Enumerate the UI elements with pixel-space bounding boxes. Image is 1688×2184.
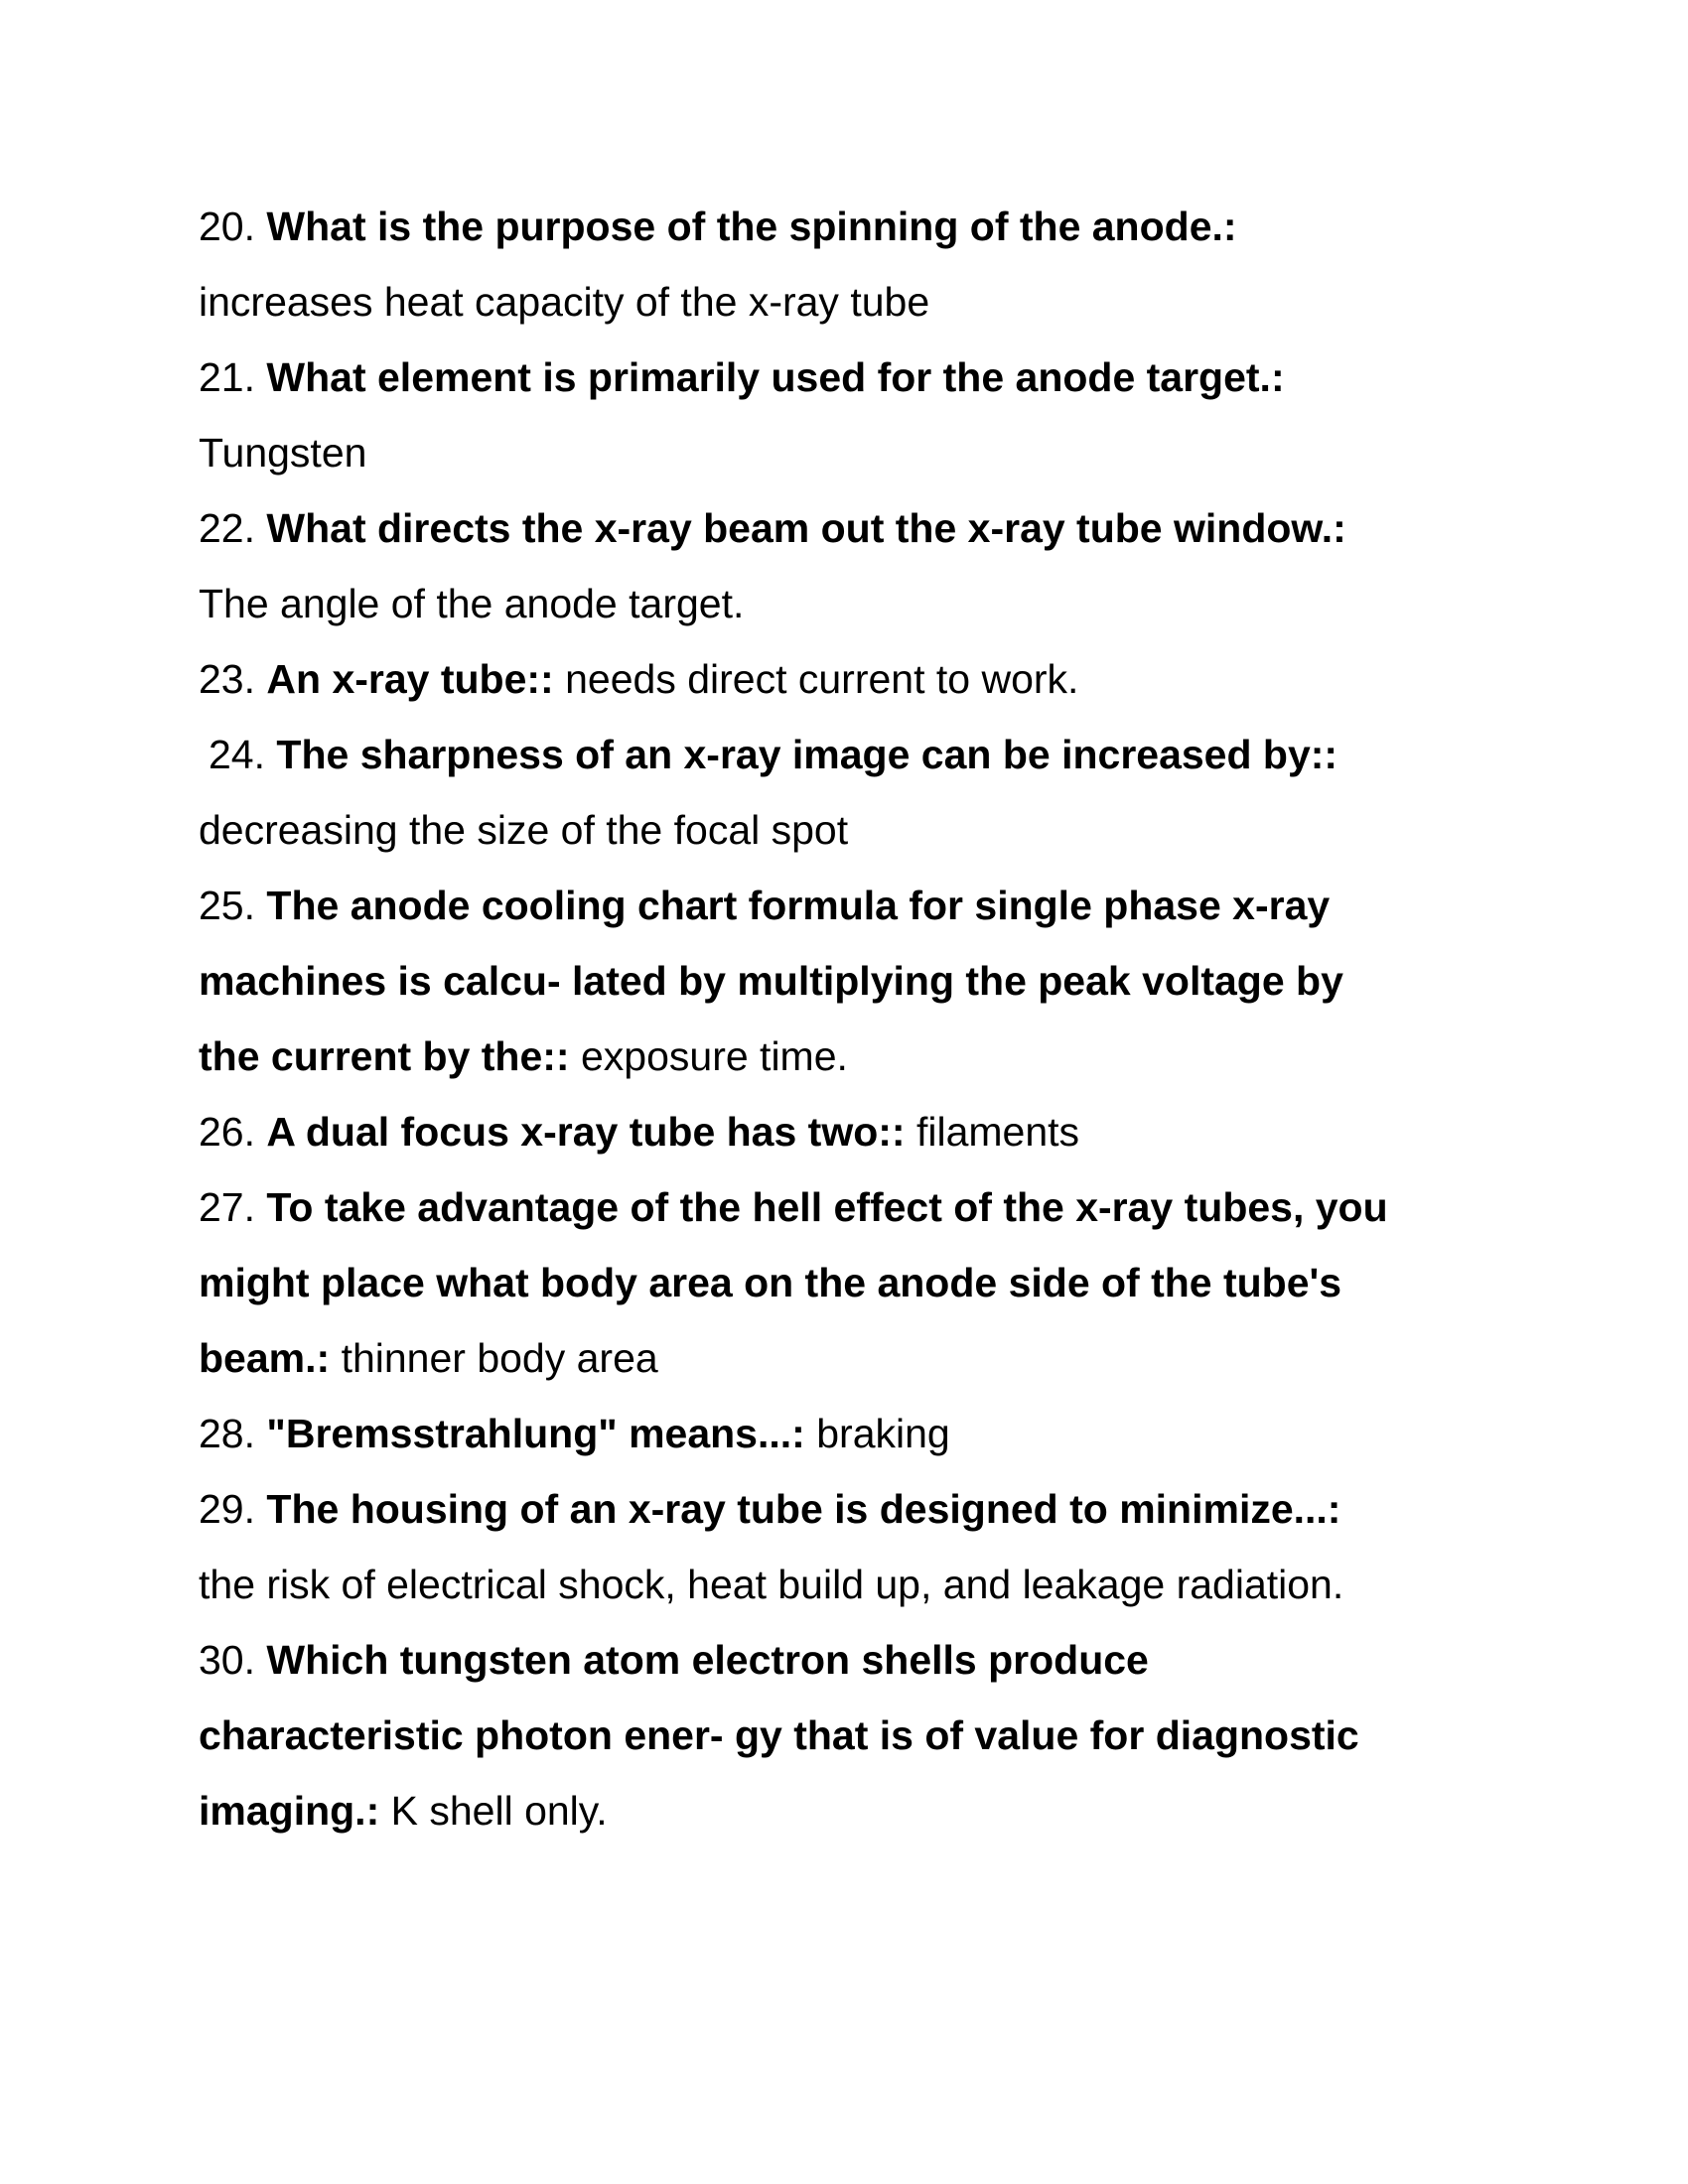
question-text: might place what body area on the anode side of the tube's	[199, 1260, 1342, 1305]
question-text: machines is calcu- lated by multiplying the peak voltage by	[199, 958, 1343, 1004]
question-line	[199, 490, 1509, 566]
answer-text: thinner body area	[341, 1335, 658, 1381]
question-line	[199, 1169, 1509, 1245]
item-number: 22.	[199, 505, 255, 551]
answer-text: Tungsten	[199, 430, 367, 476]
question-line	[199, 1698, 1509, 1773]
question-text: characteristic photon ener- gy that is of value for diagnostic	[199, 1712, 1359, 1758]
item-number: 20.	[199, 204, 255, 249]
question-line	[199, 717, 1509, 792]
qa-line	[199, 1094, 1509, 1169]
question-text: Which tungsten atom electron shells produce	[266, 1637, 1149, 1683]
question-line	[199, 943, 1509, 1019]
item-number: 30.	[199, 1637, 255, 1683]
question-text: A dual focus x-ray tube has two::	[266, 1109, 906, 1155]
question-line	[199, 189, 1509, 264]
answer-text: needs direct current to work.	[565, 656, 1079, 702]
answer-text: exposure time.	[581, 1033, 848, 1079]
question-line	[199, 1245, 1509, 1320]
question-text: imaging.:	[199, 1788, 380, 1834]
item-number: 26.	[199, 1109, 255, 1155]
item-number: 28.	[199, 1411, 255, 1456]
answer-line	[199, 415, 1509, 490]
answer-text: increases heat capacity of the x-ray tube	[199, 279, 930, 325]
question-text: The anode cooling chart formula for single phase x-ray	[266, 883, 1331, 928]
item-number: 21.	[199, 354, 255, 400]
question-line	[199, 340, 1509, 415]
question-text: beam.:	[199, 1335, 331, 1381]
question-text: To take advantage of the hell effect of the x-ray tubes, you	[266, 1184, 1388, 1230]
answer-text: the risk of electrical shock, heat build up, and leakage radiation.	[199, 1562, 1344, 1607]
item-number: 25.	[199, 883, 255, 928]
answer-line	[199, 264, 1509, 340]
qa-line	[199, 641, 1509, 717]
question-text: What directs the x-ray beam out the x-ray tube window.:	[266, 505, 1346, 551]
qa-line	[199, 1773, 1509, 1848]
question-text: The sharpness of an x-ray image can be increased by::	[276, 732, 1338, 777]
question-text: What element is primarily used for the anode target.:	[266, 354, 1285, 400]
item-number: 27.	[199, 1184, 255, 1230]
question-line	[199, 1622, 1509, 1698]
question-line	[199, 1471, 1509, 1547]
answer-text: decreasing the size of the focal spot	[199, 807, 849, 853]
qa-line	[199, 1320, 1509, 1396]
answer-text: The angle of the anode target.	[199, 581, 745, 626]
answer-line	[199, 1547, 1509, 1622]
question-text: the current by the::	[199, 1033, 570, 1079]
qa-line	[199, 1019, 1509, 1094]
question-line	[199, 868, 1509, 943]
item-number: 23.	[199, 656, 255, 702]
qa-line	[199, 1396, 1509, 1471]
answer-text: K shell only.	[390, 1788, 608, 1834]
question-text: The housing of an x-ray tube is designed to minimize...:	[266, 1486, 1341, 1532]
item-number: 24.	[209, 732, 265, 777]
question-text: "Bremsstrahlung" means...:	[266, 1411, 805, 1456]
answer-text: filaments	[915, 1109, 1080, 1155]
question-text: What is the purpose of the spinning of the anode.:	[266, 204, 1237, 249]
item-number: 29.	[199, 1486, 255, 1532]
document-page	[199, 189, 1509, 1848]
answer-line	[199, 792, 1509, 868]
answer-text: braking	[816, 1411, 950, 1456]
answer-line	[199, 566, 1509, 641]
question-text: An x-ray tube::	[266, 656, 554, 702]
